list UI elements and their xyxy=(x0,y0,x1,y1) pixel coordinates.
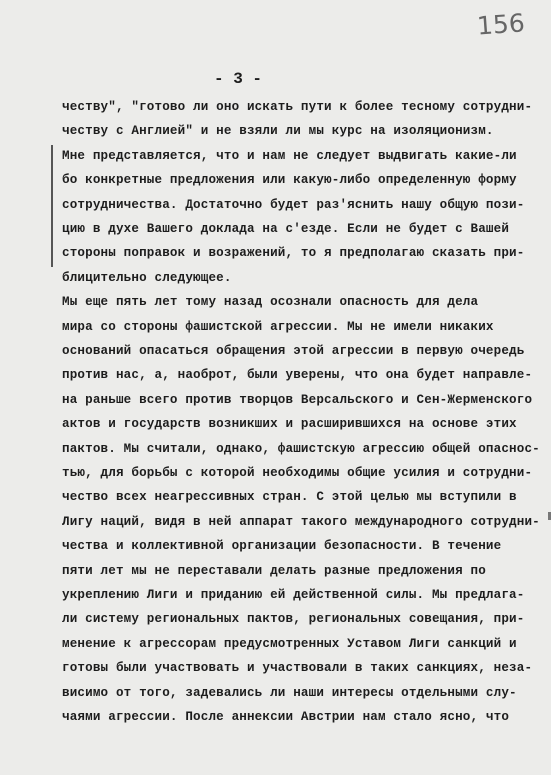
text-line: укреплению Лиги и приданию ей действенной силы. Мы предлага- xyxy=(62,588,525,602)
text-line: цию в духе Вашего доклада на с'езде. Если не будет с Вашей xyxy=(62,222,510,236)
text-line: менение к агрессорам предусмотренных Уставом Лиги санкций и xyxy=(62,636,517,651)
archive-page-stamp: 156 xyxy=(476,8,526,41)
text-line: чества и коллективной организации безопасности. В течение xyxy=(62,539,502,554)
text-line: оснований опасаться обращения этой агрессии в первую очередь xyxy=(62,344,525,358)
text-line: пактов. Мы считали, однако, фашистскую агрессию общей опаснос- xyxy=(62,441,540,456)
text-line: Мне представляется, что и нам не следует выдвигать какие-ли xyxy=(62,148,517,163)
text-line: ли систему региональных пактов, региональных совещания, при- xyxy=(62,612,525,627)
text-line: чество всех неагрессивных стран. С этой целью мы вступили в xyxy=(62,490,517,505)
text-line: Лигу наций, видя в ней аппарат такого международного сотрудни- xyxy=(62,514,540,529)
text-line: висимо от того, задевались ли наши интересы отдельными слу- xyxy=(62,685,517,700)
text-line: блицительно следующее. xyxy=(62,270,232,285)
text-line: против нас, а, наоброт, были уверены, что она будет направле- xyxy=(62,368,533,383)
margin-mark xyxy=(51,145,53,267)
text-line: Мы еще пять лет тому назад осознали опасность для дела xyxy=(62,295,479,310)
text-line: честву с Англией" и не взяли ли мы курс на изоляционизм. xyxy=(62,124,494,139)
text-line: актов и государств возникших и расширившихся на основе этих xyxy=(62,417,517,432)
page-number: - 3 - xyxy=(214,70,263,88)
text-line: чаями агрессии. После аннексии Австрии нам стало ясно, что xyxy=(62,710,510,724)
text-line: честву", "готово ли оно искать пути к более тесному сотрудни- xyxy=(62,100,533,114)
text-line: стороны поправок и возражений, то я предполагаю сказать при- xyxy=(62,246,525,261)
text-line: бо конкретные предложения или какую-либо определенную форму xyxy=(62,173,517,188)
text-line: пяти лет мы не переставали делать разные предложения по xyxy=(62,563,486,578)
text-line: тью, для борьбы с которой необходимы общие усилия и сотрудни- xyxy=(62,466,533,480)
text-line: сотрудничества. Достаточно будет раз'яснить нашу общую пози- xyxy=(62,197,525,212)
text-line: готовы были участвовать и участвовали в таких санкциях, неза- xyxy=(62,661,533,676)
text-line: мира со стороны фашистской агрессии. Мы не имели никаких xyxy=(62,319,494,334)
text-line: на раньше всего против творцов Версальского и Сен-Жерменского xyxy=(62,392,533,407)
